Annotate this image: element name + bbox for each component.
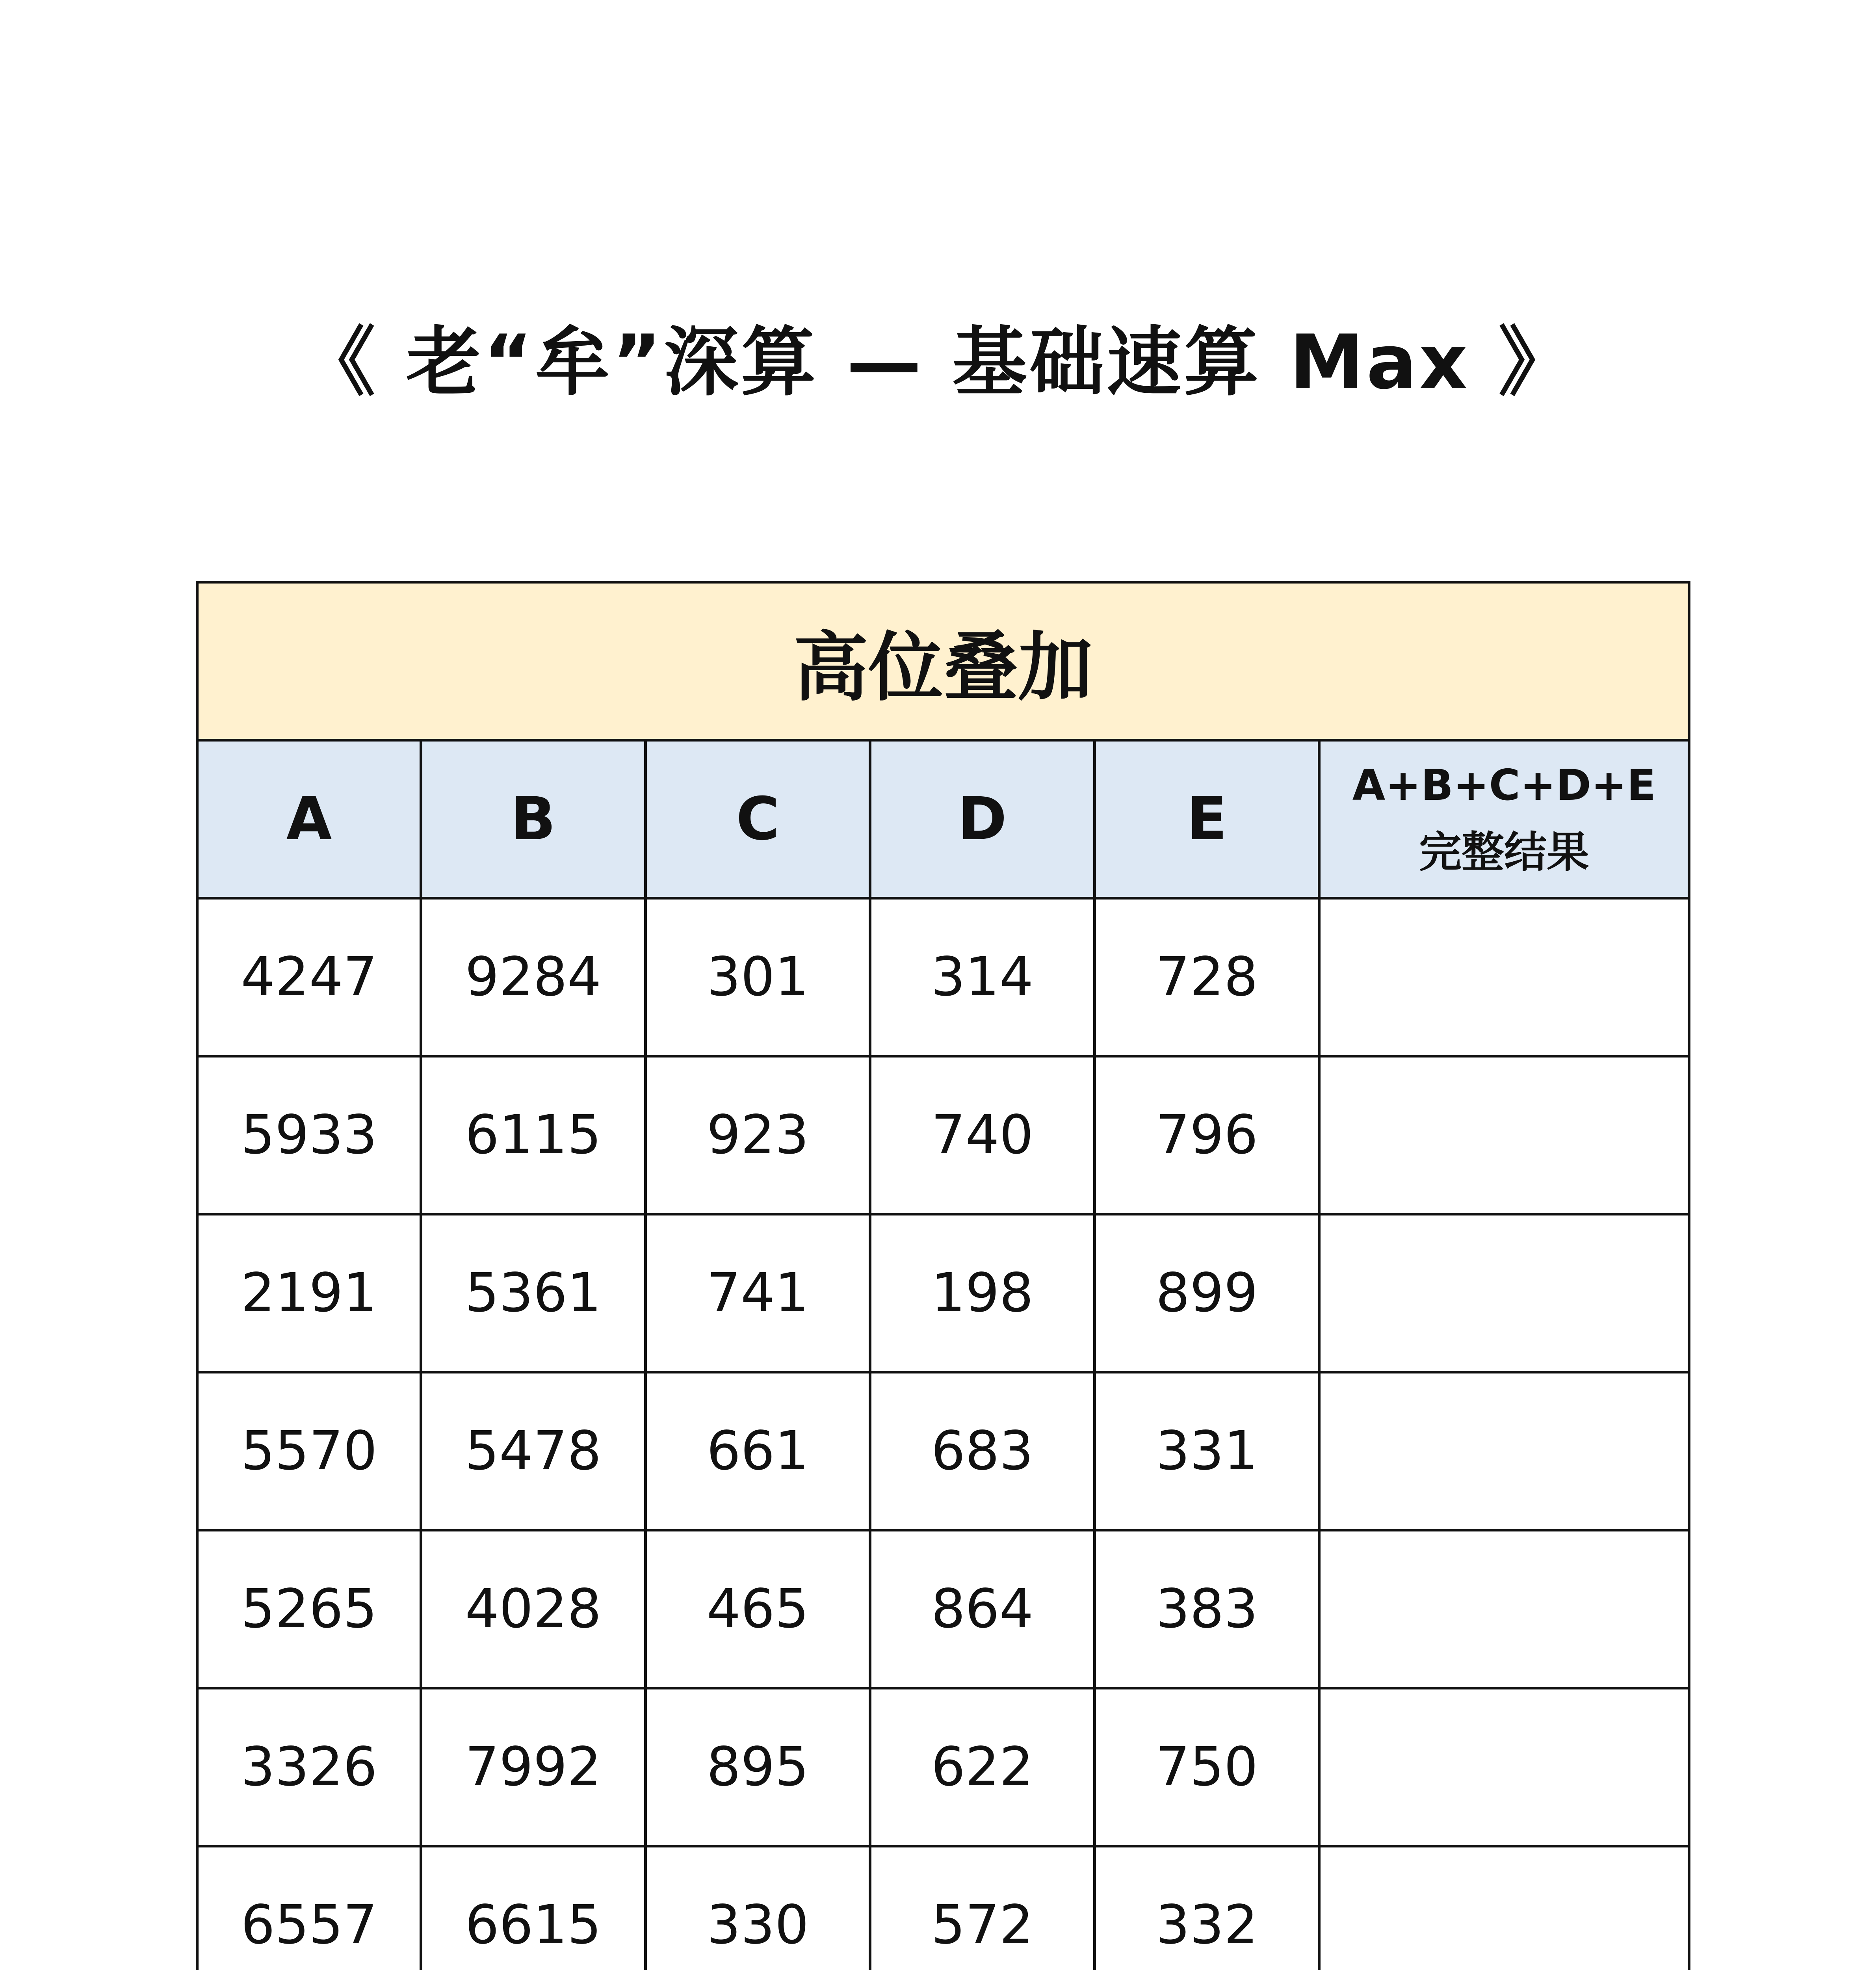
column-header-d: D: [870, 740, 1095, 898]
column-header-result: [1319, 740, 1689, 898]
table-row: [197, 1530, 1689, 1688]
column-header-a: A: [197, 740, 421, 898]
answer-cell[interactable]: [1319, 1688, 1689, 1846]
cell-e: 796: [1095, 1056, 1319, 1214]
answer-cell[interactable]: [1319, 1846, 1689, 1970]
cell-d: 683: [870, 1372, 1095, 1530]
cell-c: 465: [646, 1530, 870, 1688]
cell-c: 923: [646, 1056, 870, 1214]
table-row: [197, 1846, 1689, 1970]
cell-c: 661: [646, 1372, 870, 1530]
cell-d: 198: [870, 1214, 1095, 1372]
answer-cell[interactable]: [1319, 1056, 1689, 1214]
cell-b: 7992: [421, 1688, 646, 1846]
answer-cell[interactable]: [1319, 898, 1689, 1056]
column-header-row: [197, 740, 1689, 898]
cell-b: 6615: [421, 1846, 646, 1970]
cell-d: 622: [870, 1688, 1095, 1846]
cell-a: 2191: [197, 1214, 421, 1372]
cell-d: 864: [870, 1530, 1095, 1688]
cell-e: 332: [1095, 1846, 1319, 1970]
table-row: [197, 898, 1689, 1056]
cell-a: 3326: [197, 1688, 421, 1846]
cell-a: 5933: [197, 1056, 421, 1214]
cell-c: 741: [646, 1214, 870, 1372]
cell-b: 4028: [421, 1530, 646, 1688]
table-row: [197, 1056, 1689, 1214]
cell-e: 899: [1095, 1214, 1319, 1372]
answer-cell[interactable]: [1319, 1530, 1689, 1688]
result-header-formula: A+B+C+D+E: [1352, 761, 1656, 810]
cell-e: 383: [1095, 1530, 1319, 1688]
table-row: [197, 1372, 1689, 1530]
cell-d: 740: [870, 1056, 1095, 1214]
cell-c: 301: [646, 898, 870, 1056]
column-header-e: E: [1095, 740, 1319, 898]
cell-b: 6115: [421, 1056, 646, 1214]
cell-c: 895: [646, 1688, 870, 1846]
cell-a: 5265: [197, 1530, 421, 1688]
table-row: [197, 1688, 1689, 1846]
column-header-b: B: [421, 740, 646, 898]
section-title: 高位叠加: [197, 582, 1689, 740]
cell-b: 9284: [421, 898, 646, 1056]
cell-c: 330: [646, 1846, 870, 1970]
answer-cell[interactable]: [1319, 1372, 1689, 1530]
table-row: [197, 1214, 1689, 1372]
cell-d: 314: [870, 898, 1095, 1056]
cell-e: 331: [1095, 1372, 1319, 1530]
answer-cell[interactable]: [1319, 1214, 1689, 1372]
cell-e: 728: [1095, 898, 1319, 1056]
column-header-c: C: [646, 740, 870, 898]
cell-b: 5361: [421, 1214, 646, 1372]
cell-d: 572: [870, 1846, 1095, 1970]
cell-e: 750: [1095, 1688, 1319, 1846]
cell-a: 5570: [197, 1372, 421, 1530]
cell-a: 4247: [197, 898, 421, 1056]
result-header-label: 完整结果: [1419, 828, 1590, 877]
page-title: 《 老“牟”深算 — 基础速算 Max 》: [300, 319, 1576, 406]
section-title-row: [197, 582, 1689, 740]
addition-worksheet-table: [196, 581, 1690, 1970]
cell-b: 5478: [421, 1372, 646, 1530]
cell-a: 6557: [197, 1846, 421, 1970]
